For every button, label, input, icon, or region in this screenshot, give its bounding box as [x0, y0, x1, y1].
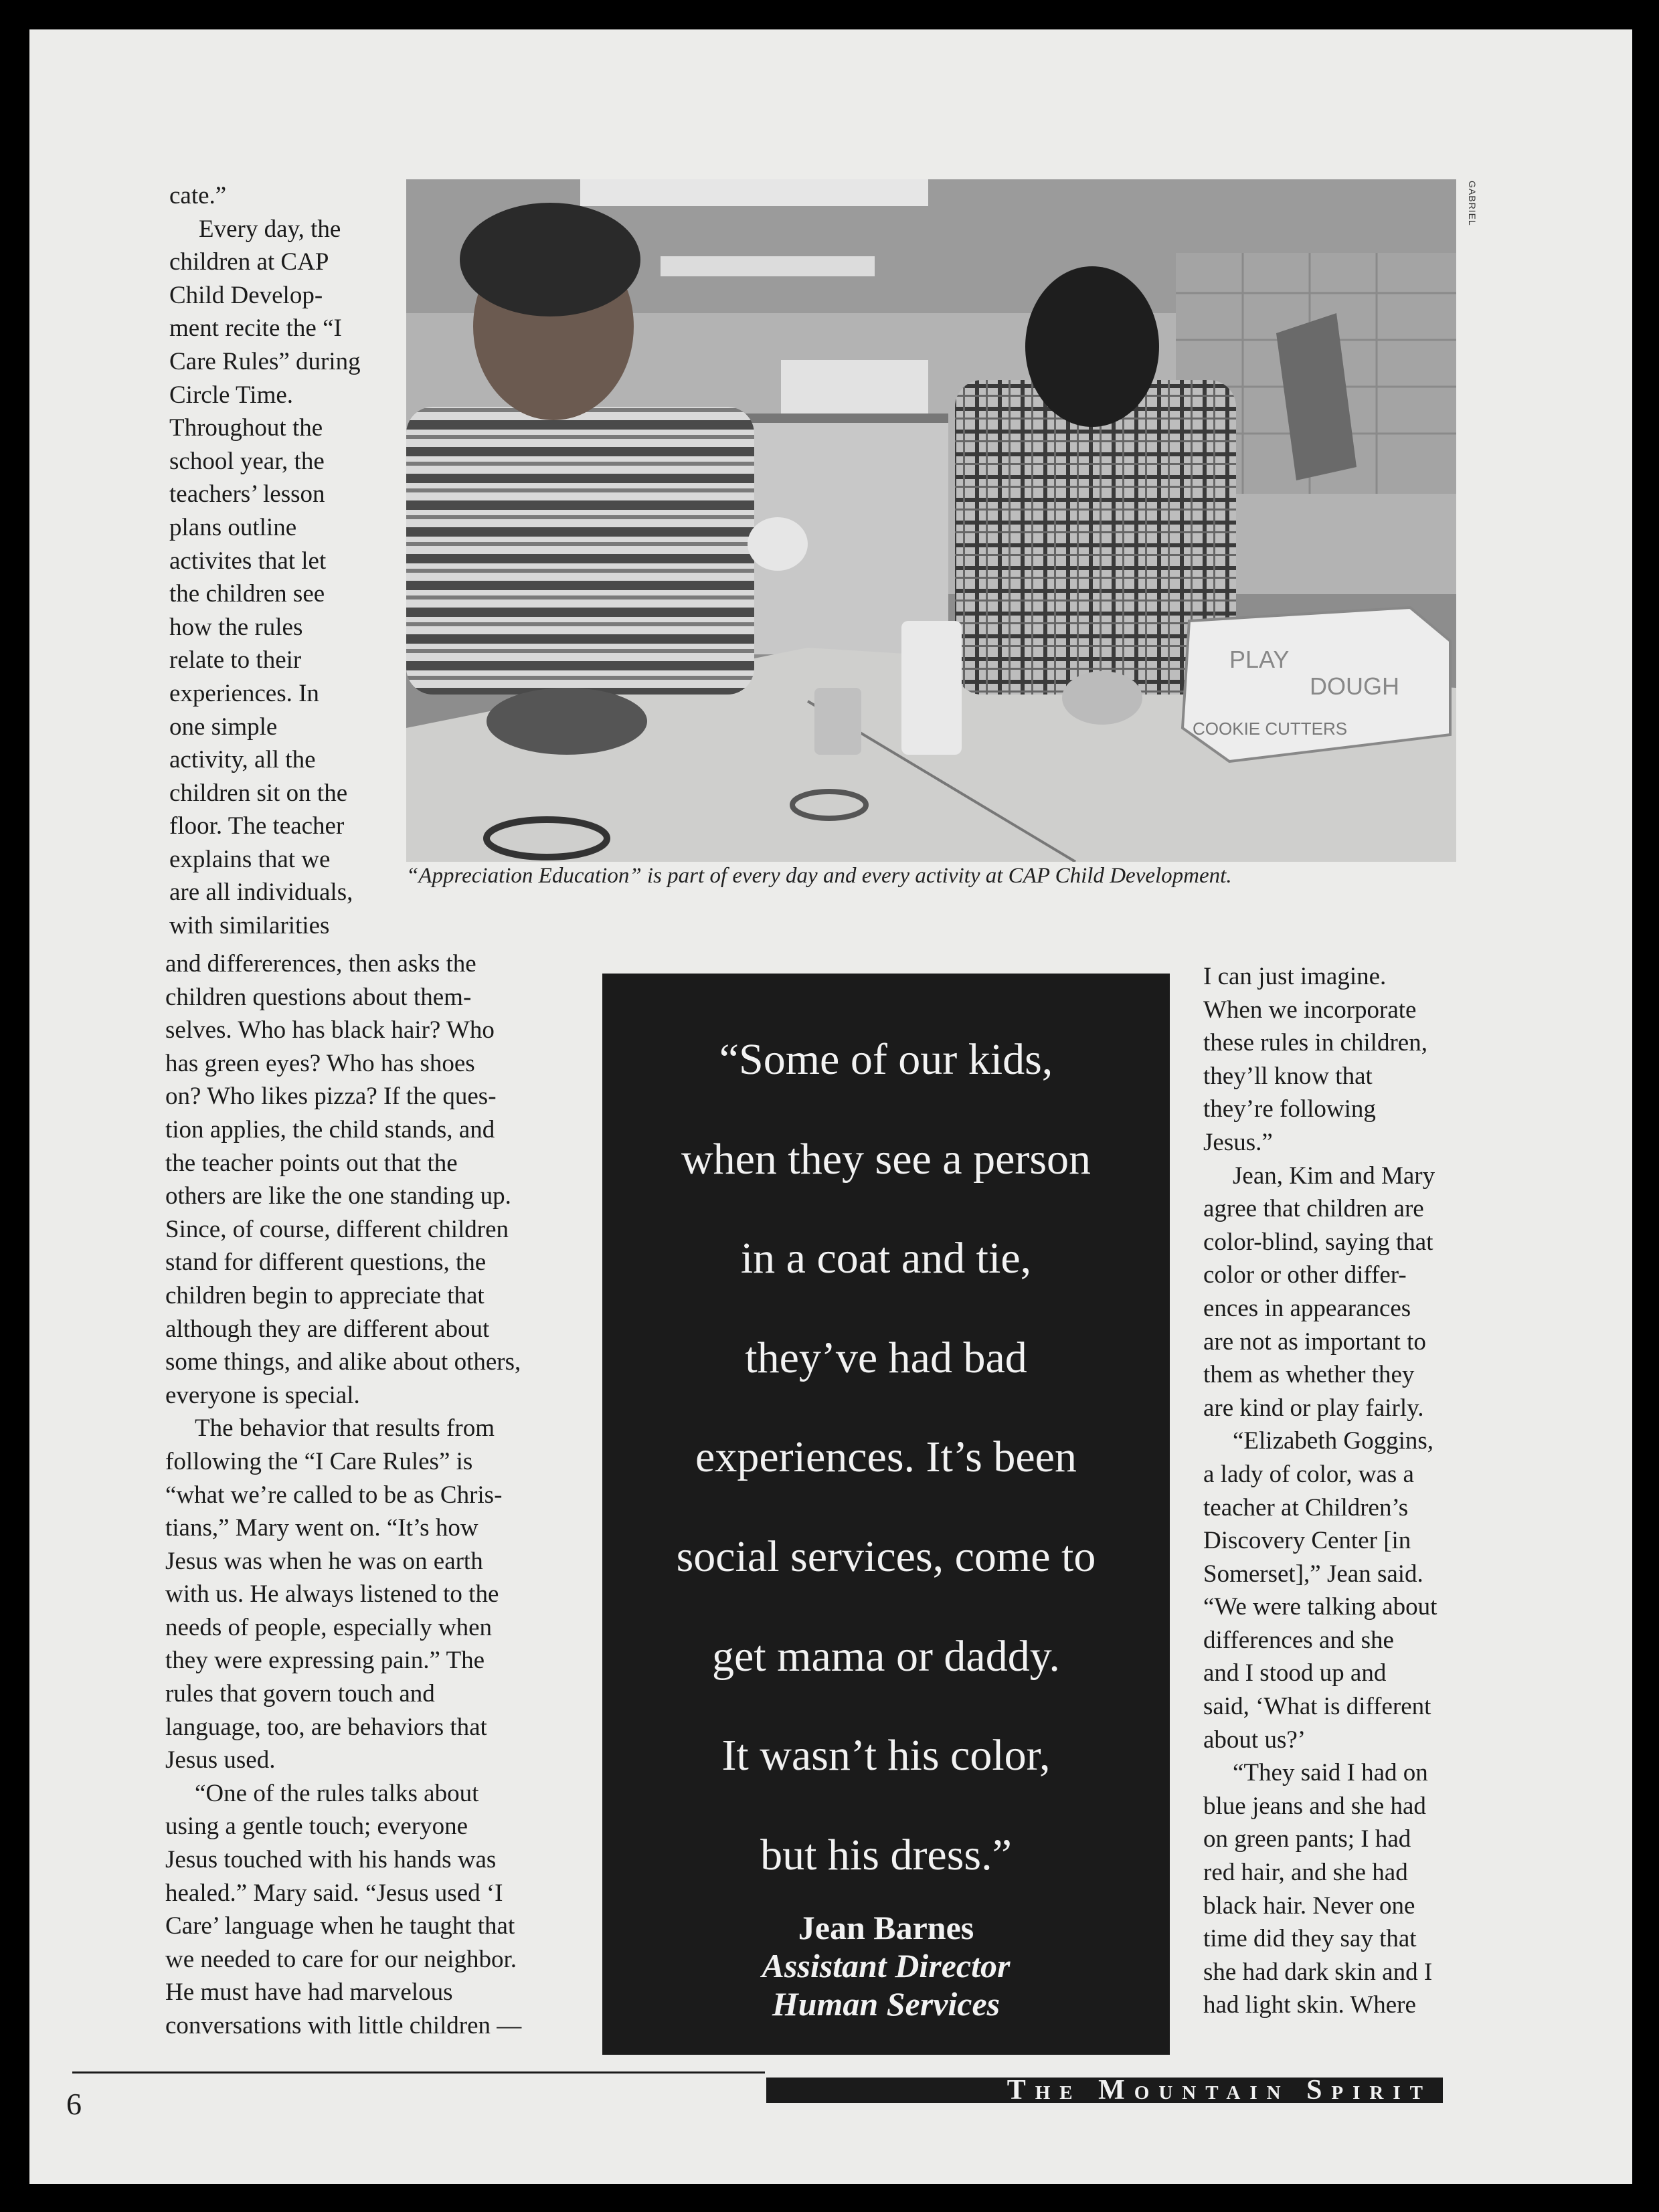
text-line: differences and she [1203, 1626, 1394, 1654]
attribution-title: Human Services [772, 1985, 1000, 2023]
text-line: experiences. In [169, 679, 319, 707]
text-line: on green pants; I had [1203, 1825, 1411, 1853]
text-line: Jesus was when he was on earth [165, 1547, 483, 1575]
text-line: teacher at Children’s [1203, 1493, 1409, 1522]
child-left-hair [460, 203, 640, 316]
text-line: how the rules [169, 613, 303, 641]
quote-line: in a coat and tie, [740, 1234, 1032, 1283]
text-line: I can just imagine. [1203, 963, 1387, 990]
text-line: them as whether they [1203, 1361, 1415, 1389]
quote-attribution [602, 1909, 1170, 2023]
ceiling-light [580, 179, 928, 206]
text-line: teachers’ lesson [169, 480, 325, 509]
text-line: the teacher points out that the [165, 1149, 458, 1177]
text-line: explains that we [169, 845, 331, 873]
text-line: Every day, the [199, 215, 341, 243]
text-line: “what we’re called to be as Chris- [165, 1481, 503, 1509]
ceiling-light [661, 256, 875, 276]
left-column-lower [165, 947, 594, 2043]
text-line: using a gentle touch; everyone [165, 1813, 468, 1841]
text-line: and differerences, then asks the [165, 950, 476, 978]
text-line: needs of people, especially when [165, 1613, 493, 1641]
text-line: color-blind, saying that [1203, 1228, 1433, 1256]
text-line: black hair. Never one [1203, 1892, 1415, 1920]
hands [1062, 671, 1142, 725]
text-line: had light skin. Where [1203, 1991, 1416, 2019]
quote-line: they’ve had bad [745, 1333, 1027, 1382]
text-line: about us?’ [1203, 1726, 1306, 1754]
attribution-title: Assistant Director [762, 1947, 1011, 1985]
text-line: tians,” Mary went on. “It’s how [165, 1514, 478, 1542]
child-right-head [1025, 266, 1159, 427]
text-line: they’re following [1203, 1095, 1376, 1123]
text-line: selves. Who has black hair? Who [165, 1016, 495, 1044]
text-line: Jesus.” [1203, 1128, 1273, 1156]
right-column [1203, 960, 1491, 2022]
text-line: Care’ language when he taught that [165, 1912, 515, 1940]
text-line: has green eyes? Who has shoes [165, 1049, 475, 1077]
text-line: are kind or play fairly. [1203, 1394, 1424, 1422]
text-line: Jean, Kim and Mary [1233, 1162, 1435, 1190]
text-line: relate to their [169, 646, 302, 674]
text-line: Discovery Center [in [1203, 1527, 1411, 1555]
text-line: following the “I Care Rules” is [165, 1447, 473, 1475]
box-label: PLAY [1229, 646, 1290, 673]
left-column-upper [169, 179, 397, 943]
text-line: red hair, and she had [1203, 1859, 1408, 1887]
text-line: are all individuals, [169, 879, 353, 907]
text-line: ences in appearances [1203, 1294, 1411, 1322]
pull-quote-box [602, 974, 1170, 2055]
text-line: said, ‘What is different [1203, 1693, 1431, 1721]
text-line: children questions about them- [165, 983, 472, 1011]
text-line: some things, and alike about others, [165, 1348, 521, 1376]
page-number: 6 [66, 2087, 82, 2121]
text-line: rules that govern touch and [165, 1680, 435, 1708]
text-line: blue jeans and she had [1203, 1792, 1426, 1820]
text-line: language, too, are behaviors that [165, 1713, 487, 1741]
text-line: one simple [169, 713, 278, 741]
text-line: and I stood up and [1203, 1659, 1387, 1687]
quote-line: when they see a person [681, 1134, 1092, 1184]
text-line: “They said I had on [1233, 1759, 1428, 1787]
text-line: others are like the one standing up. [165, 1182, 511, 1210]
text-line: When we incorporate [1203, 996, 1417, 1024]
text-line: Jesus touched with his hands was [165, 1846, 497, 1874]
text-line: they were expressing pain.” The [165, 1647, 485, 1675]
text-line: conversations with little children — [165, 2012, 522, 2039]
attribution-name: Jean Barnes [798, 1909, 974, 1946]
storage-bin [781, 360, 928, 413]
pull-quote-text [602, 1010, 1170, 1905]
text-line: plans outline [169, 513, 297, 541]
child-left-sweater [406, 407, 754, 695]
box-label: DOUGH [1310, 672, 1399, 700]
cup [901, 621, 962, 755]
text-line: on? Who likes pizza? If the ques- [165, 1083, 497, 1111]
text-line: she had dark skin and I [1203, 1958, 1433, 1986]
text-line: children sit on the [169, 779, 348, 807]
text-line: everyone is special. [165, 1381, 360, 1409]
text-line: He must have had marvelous [165, 1978, 453, 2007]
footer-rule [72, 2071, 765, 2073]
quote-line: get mama or daddy. [712, 1631, 1060, 1681]
text-line: children begin to appreciate that [165, 1281, 485, 1309]
text-line: time did they say that [1203, 1925, 1417, 1953]
quote-line: “Some of our kids, [719, 1035, 1053, 1084]
text-line: Since, of course, different children [165, 1215, 509, 1243]
text-line: stand for different questions, the [165, 1249, 487, 1277]
text-line: Jesus used. [165, 1746, 276, 1774]
cup [814, 688, 861, 755]
text-line: Circle Time. [169, 381, 294, 409]
text-line: tion applies, the child stands, and [165, 1115, 495, 1143]
classroom-photo [406, 179, 1456, 862]
text-line: “Elizabeth Goggins, [1233, 1427, 1434, 1455]
text-line: these rules in children, [1203, 1029, 1427, 1057]
text-line: “One of the rules talks about [195, 1779, 479, 1807]
playdough-ball [748, 517, 808, 571]
text-line: although they are different about [165, 1315, 490, 1343]
text-line: color or other differ- [1203, 1261, 1407, 1289]
text-line: children at CAP [169, 248, 329, 276]
text-line: Somerset],” Jean said. [1203, 1560, 1423, 1588]
jeans [487, 688, 647, 755]
photo-credit: GABRIEL [1467, 181, 1478, 226]
text-line: with similarities [169, 912, 330, 940]
text-line: they’ll know that [1203, 1062, 1373, 1090]
text-line: ment recite the “I [169, 314, 342, 343]
text-line: are not as important to [1203, 1327, 1426, 1356]
box-label: COOKIE CUTTERS [1193, 719, 1348, 739]
text-line: with us. He always listened to the [165, 1580, 499, 1608]
text-line: Child Develop- [169, 281, 323, 309]
text-line: activites that let [169, 547, 327, 575]
classroom-illustration [406, 179, 1456, 862]
text-line: healed.” Mary said. “Jesus used ‘I [165, 1879, 503, 1907]
quote-line: social services, come to [676, 1532, 1096, 1581]
text-line: school year, the [169, 447, 325, 475]
quote-line: It wasn’t his color, [721, 1731, 1051, 1780]
text-line: floor. The teacher [169, 812, 345, 840]
text-line: The behavior that results from [195, 1414, 495, 1443]
text-line: “We were talking about [1203, 1593, 1437, 1621]
text-line: agree that children are [1203, 1195, 1424, 1223]
text-line: the children see [169, 580, 325, 608]
text-line: Throughout the [169, 414, 323, 442]
text-line: we needed to care for our neighbor. [165, 1945, 517, 1973]
text-line: Care Rules” during [169, 347, 361, 375]
text-line: a lady of color, was a [1203, 1460, 1414, 1488]
text-line: activity, all the [169, 746, 316, 774]
quote-line: but his dress.” [760, 1830, 1012, 1879]
photo-caption: “Appreciation Education” is part of every day and every activity at CAP Child Development. [406, 864, 1232, 888]
publication-name: The Mountain Spirit [1007, 2075, 1432, 2106]
quote-line: experiences. It’s been [695, 1433, 1077, 1482]
text-line: cate.” [169, 182, 227, 209]
